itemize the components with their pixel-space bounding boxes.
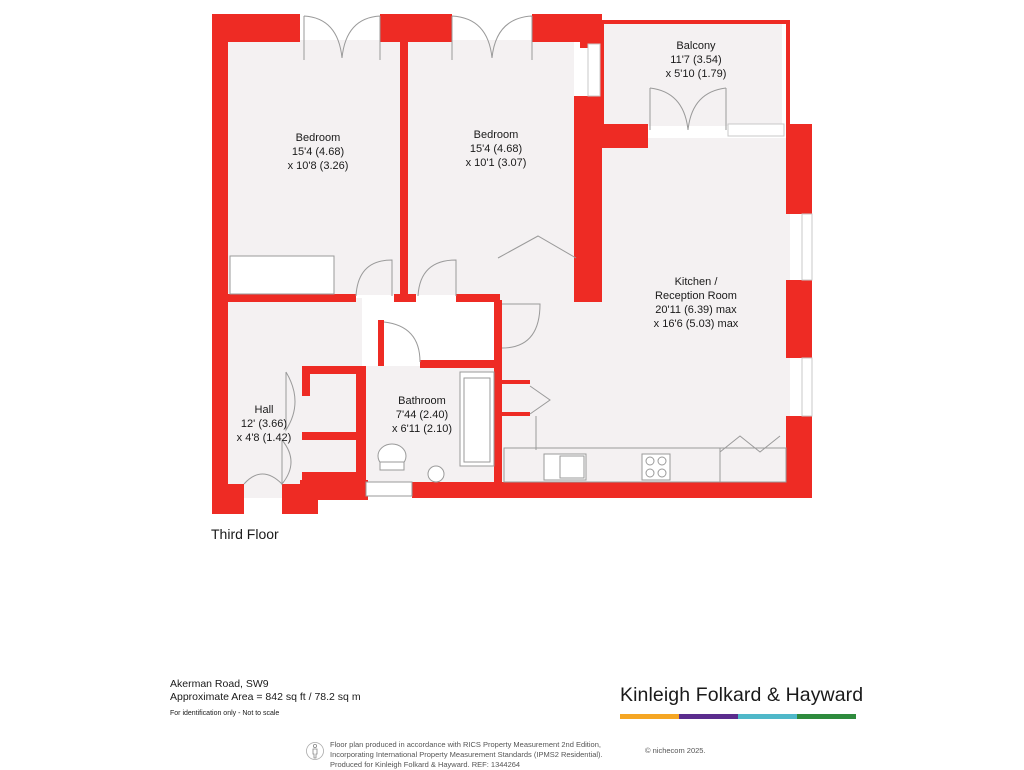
bedroom2-dim2: x 10'1 (3.07) [465, 157, 527, 169]
bedroom1-dim2: x 10'8 (3.26) [287, 160, 349, 172]
footer-text [330, 740, 603, 770]
kitchen-name1: Kitchen / [674, 276, 718, 288]
balcony-dim1: 11'7 (3.54) [670, 54, 722, 66]
hall-dim2: x 4'8 (1.42) [236, 432, 292, 444]
brand-bar-segment [620, 714, 679, 719]
address-line: Akerman Road, SW9 [170, 678, 269, 690]
footer-copyright: © nichecom 2025. [645, 746, 706, 755]
kitchen-dim2: x 16'6 (5.03) max [653, 318, 739, 330]
kitchen-dim1: 20'11 (6.39) max [655, 304, 737, 316]
area-line: Approximate Area = 842 sq ft / 78.2 sq m [170, 691, 361, 703]
floor-label: Third Floor [211, 526, 279, 542]
person-icon [306, 738, 324, 764]
footer-line2: Incorporating International Property Measurement Standards (IPMS2 Residential). [330, 750, 603, 759]
brand-bar-segment [797, 714, 856, 719]
bedroom2-dim1: 15'4 (4.68) [469, 143, 523, 155]
brand-logo: Kinleigh Folkard & Hayward [620, 684, 864, 706]
footer-line1: Floor plan produced in accordance with RICS Property Measurement 2nd Edition, [330, 740, 601, 749]
brand-color-bar [620, 714, 856, 719]
bathroom-dim2: x 6'11 (2.10) [392, 423, 452, 435]
hall-dim1: 12' (3.66) [240, 418, 288, 430]
footer-line3: Produced for Kinleigh Folkard & Hayward. REF: 1344264 [330, 760, 521, 769]
bathroom-name: Bathroom [398, 395, 446, 407]
bedroom1-dim1: 15'4 (4.68) [291, 146, 345, 158]
kitchen-name2: Reception Room [655, 290, 737, 302]
disclaimer: For identification only - Not to scale [170, 710, 280, 717]
brand-bar-segment [679, 714, 738, 719]
bedroom1-name: Bedroom [295, 132, 341, 144]
balcony-name: Balcony [676, 40, 716, 52]
balcony-dim2: x 5'10 (1.79) [665, 68, 727, 80]
brand-bar-segment [738, 714, 797, 719]
bathroom-dim1: 7'44 (2.40) [395, 409, 449, 421]
bedroom2-name: Bedroom [473, 129, 519, 141]
hall-name: Hall [254, 404, 274, 416]
address-block [170, 678, 361, 720]
